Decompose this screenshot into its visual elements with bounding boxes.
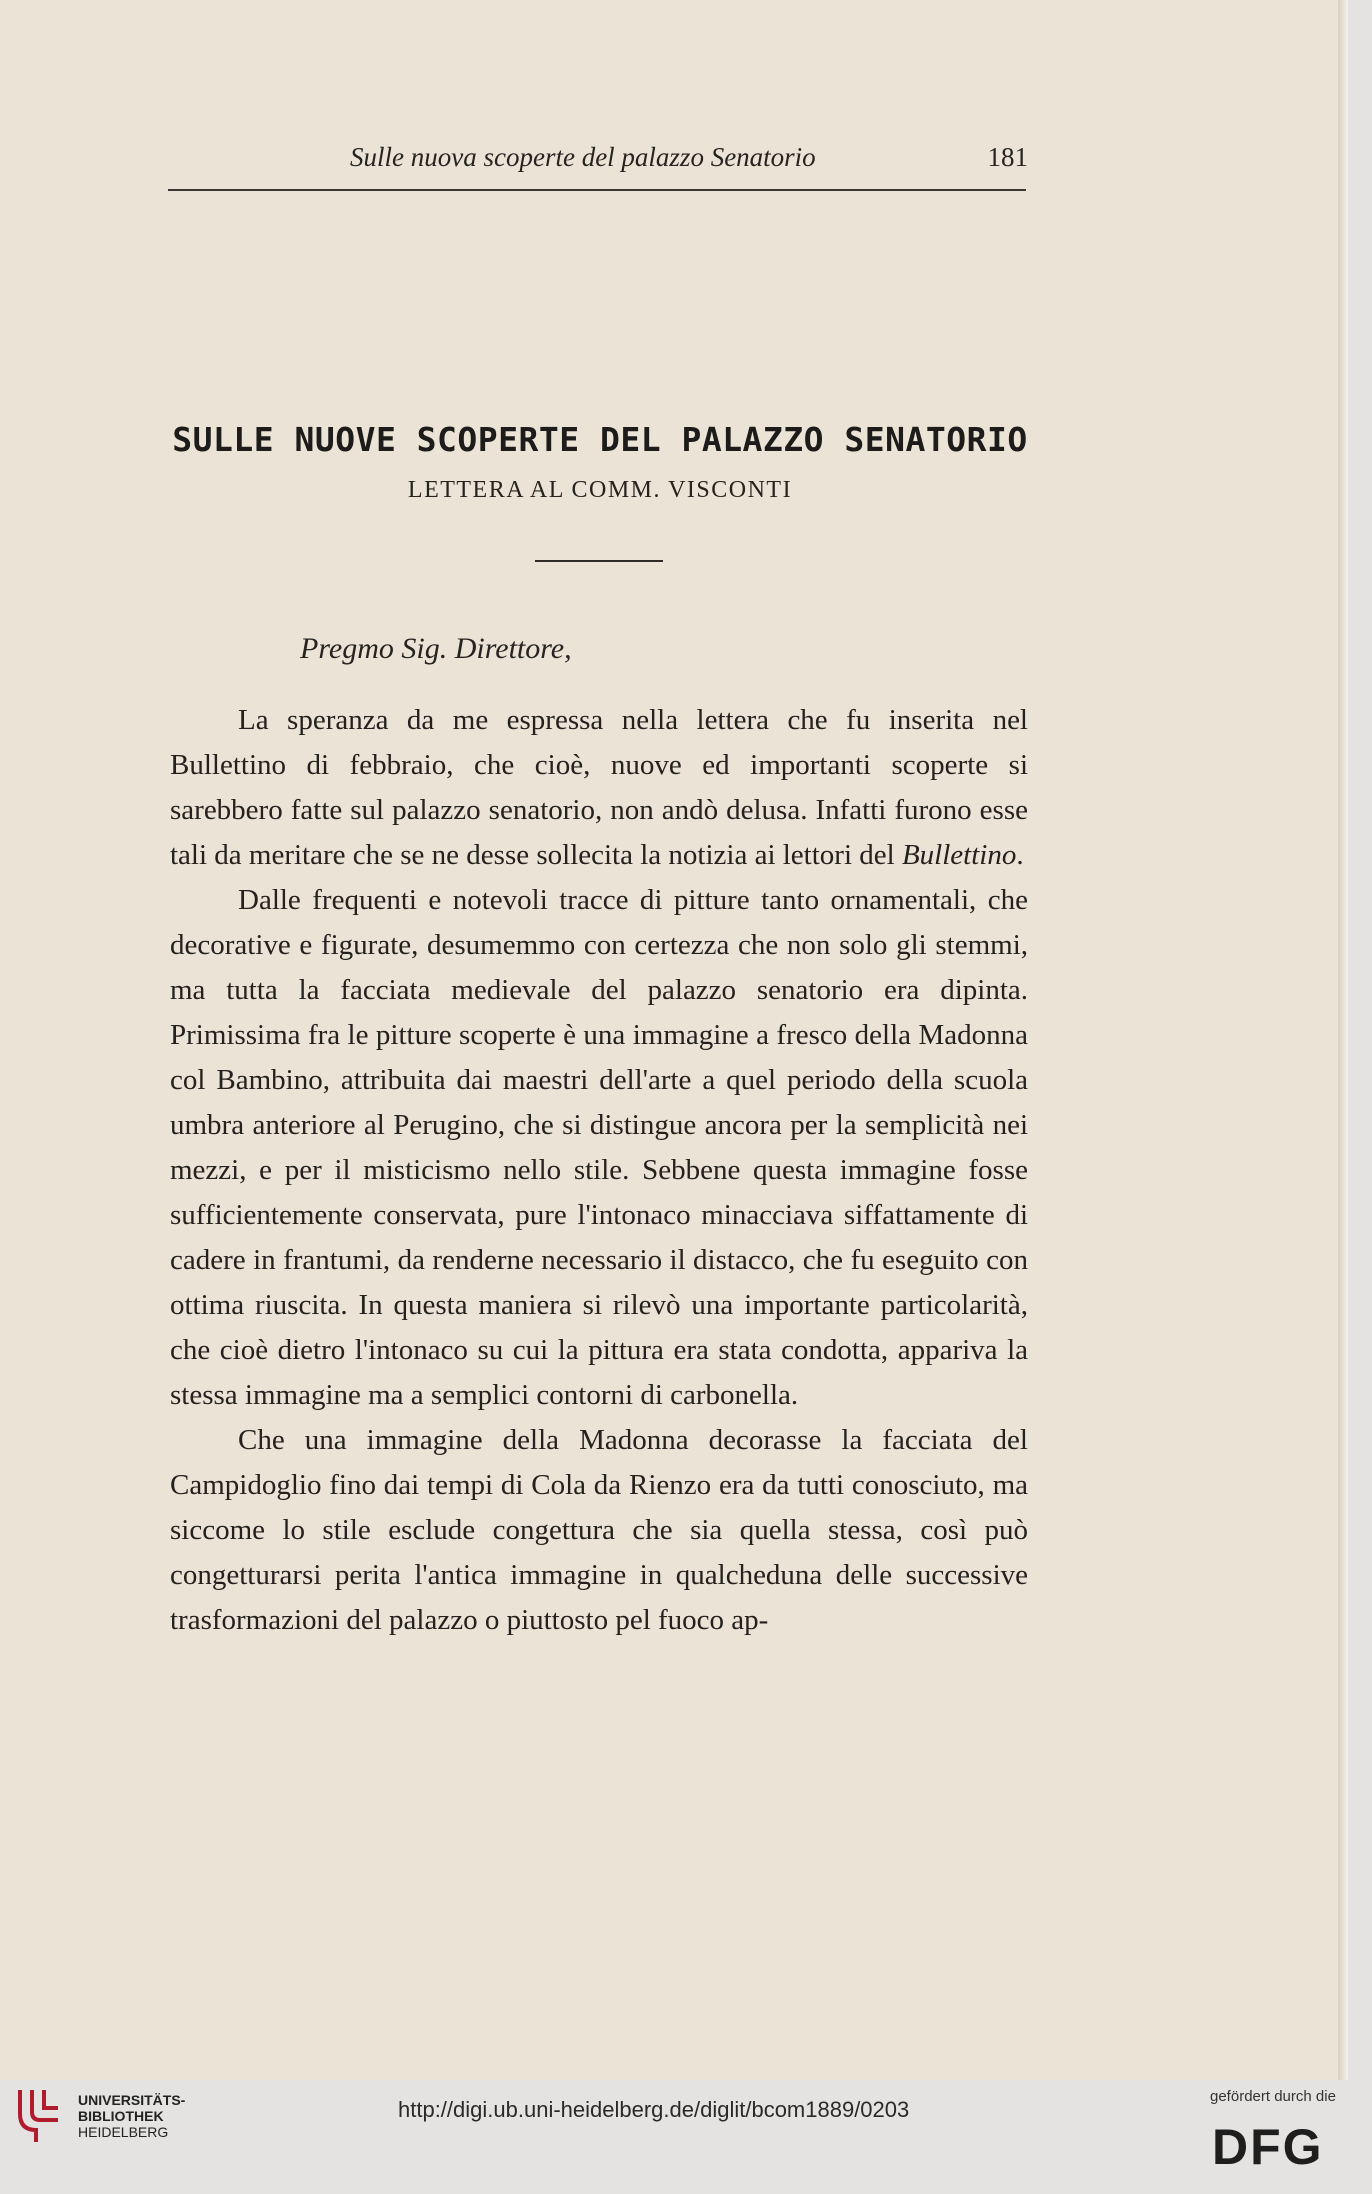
funder-label: gefördert durch die [1210,2088,1336,2105]
running-head-title: Sulle nuova scoperte del palazzo Senatorio [350,142,816,172]
salutation: Pregmo Sig. Direttore, [300,632,572,665]
page-number: 181 [987,142,1028,172]
paragraph-1: La speranza da me espressa nella lettera che fu inserita nel Bullettino di febbraio, che cioè, nuove ed importanti scoperte si sarebbero fatte sul palazzo senatorio, non andò delusa. Infatti furono esse tali da meritare che se ne desse sollecita la notizia ai lettori del Bullettino. [170,704,1028,871]
dfg-logo: DFG [1212,2119,1324,2175]
journal-name: Bullettino [901,839,1017,871]
article-subtitle: LETTERA AL COMM. VISCONTI [407,477,793,503]
university-library-logo-icon [14,2086,64,2146]
body-text [170,698,1028,1643]
paragraph-3: Che una immagine della Madonna decorasse la facciata del Campidoglio fino dai tempi di Cola da Rienzo era da tutti conosciuto, ma siccome lo stile esclude congettura che sia quella stessa, così può congetturarsi perita l'antica immagine in qualcheduna delle successive trasformazioni del palazzo o piuttosto pel fuoco ap- [170,1424,1028,1636]
page-edge-shadow [1338,0,1348,2080]
header-rule [168,189,1026,191]
institution-name: UNIVERSITÄTS- BIBLIOTHEK HEIDELBERG [78,2092,186,2140]
running-head [168,142,1028,182]
source-url-link[interactable]: http://digi.ub.uni-heidelberg.de/diglit/bcom1889/0203 [398,2097,910,2122]
title-divider [535,560,663,562]
article-title: SULLE NUOVE SCOPERTE DEL PALAZZO SENATORIO [172,420,1028,459]
paragraph-2: Dalle frequenti e notevoli tracce di pitture tanto ornamentali, che decorative e figurate, desumemmo con certezza che non solo gli stemmi, ma tutta la facciata medievale del palazzo senatorio era dipinta. Primissima fra le pitture scoperte è una immagine a fresco della Madonna col Bambino, attribuita dai maestri dell'arte a quel periodo della scuola umbra anteriore al Perugino, che si distingue ancora per la semplicità nei mezzi, e per il misticismo nello stile. Sebbene questa immagine fosse sufficientemente conservata, pure l'intonaco minacciava siffattamente di cadere in frantumi, da renderne necessario il distacco, che fu eseguito con ottima riuscita. In questa maniera si rilevò una importante particolarità, che cioè dietro l'intonaco su cui la pittura era stata condotta, appariva la stessa immagine ma a semplici contorni di carbonella. [170,884,1028,1411]
